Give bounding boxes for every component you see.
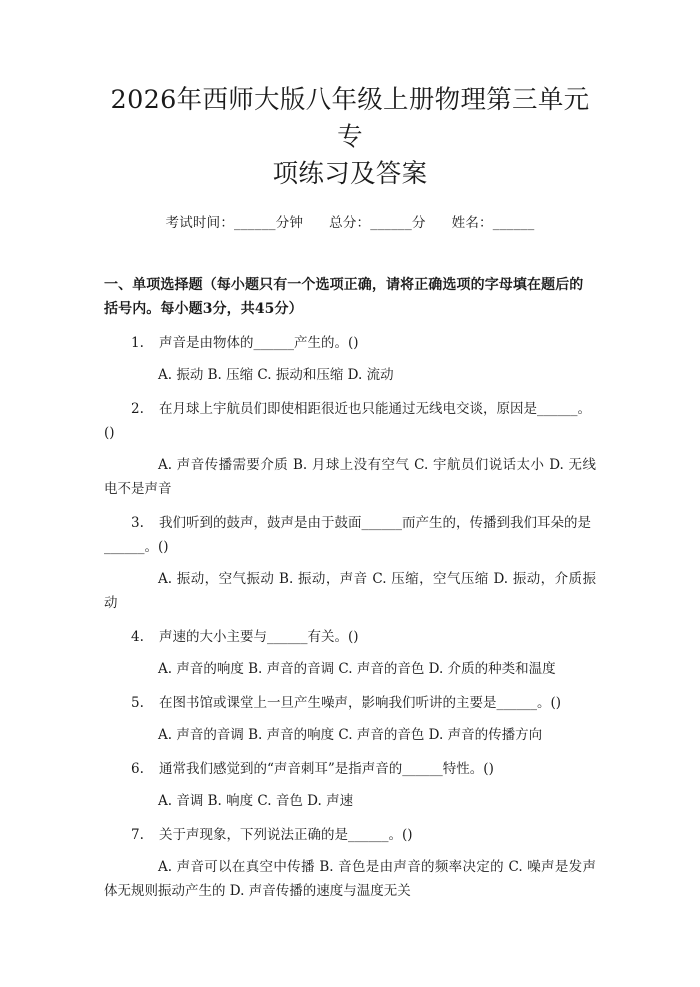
question-text: 声速的大小主要与______有关。() [159, 629, 359, 645]
question-2 [104, 397, 596, 445]
total-score-field: 总分：______分 [329, 215, 426, 231]
question-text: 通常我们感觉到的“声音刺耳”是指声音的______特性。() [159, 761, 494, 777]
document-page [0, 82, 700, 987]
question-text: 在图书馆或课堂上一旦产生噪声，影响我们听讲的主要是______。() [159, 695, 562, 711]
title-line-1: 2026年西师大版八年级上册物理第三单元专 [110, 85, 590, 152]
question-list [104, 331, 596, 903]
question-4-options: A. 声音的响度 B. 声音的音调 C. 声音的音色 D. 介质的种类和温度 [158, 661, 556, 677]
question-text: 声音是由物体的______产生的。() [159, 335, 359, 351]
question-number: 3. [131, 515, 144, 531]
question-number: 6. [131, 761, 144, 777]
question-3 [104, 511, 596, 559]
exam-info [104, 213, 596, 233]
question-7 [104, 823, 596, 847]
question-text: 在月球上宇航员们即使相距很近也只能通过无线电交谈，原因是______。() [104, 401, 591, 441]
question-text: 关于声现象，下列说法正确的是______。() [159, 827, 413, 843]
question-6 [104, 757, 596, 781]
question-number: 4. [131, 629, 144, 645]
question-5-options: A. 声音的音调 B. 声音的响度 C. 声音的音色 D. 声音的传播方向 [158, 727, 543, 743]
question-2-options: A. 声音传播需要介质 B. 月球上没有空气 C. 宇航员们说话太小 D. 无线电不是声音 [104, 457, 596, 497]
question-number: 2. [131, 401, 144, 417]
question-number: 5. [131, 695, 144, 711]
page-title [104, 82, 596, 193]
title-line-2: 项练习及答案 [272, 159, 428, 189]
section-heading: 一、单项选择题（每小题只有一个选项正确，请将正确选项的字母填在题后的括号内。每小题3分，共45分） [104, 277, 584, 317]
question-1 [104, 331, 596, 355]
question-number: 1. [131, 335, 144, 351]
question-number: 7. [131, 827, 144, 843]
exam-time-field: 考试时间：______分钟 [165, 215, 304, 231]
question-5 [104, 691, 596, 715]
question-6-options: A. 音调 B. 响度 C. 音色 D. 声速 [158, 793, 354, 809]
question-4 [104, 625, 596, 649]
student-name-field: 姓名：______ [451, 215, 535, 231]
question-text: 我们听到的鼓声，鼓声是由于鼓面______而产生的，传播到我们耳朵的是______。() [104, 515, 591, 555]
question-3-options: A. 振动，空气振动 B. 振动，声音 C. 压缩，空气压缩 D. 振动，介质振动 [104, 571, 596, 611]
question-7-options: A. 声音可以在真空中传播 B. 音色是由声音的频率决定的 C. 噪声是发声体无规则振动产生的 D. 声音传播的速度与温度无关 [104, 859, 596, 899]
question-1-options: A. 振动 B. 压缩 C. 振动和压缩 D. 流动 [158, 367, 394, 383]
